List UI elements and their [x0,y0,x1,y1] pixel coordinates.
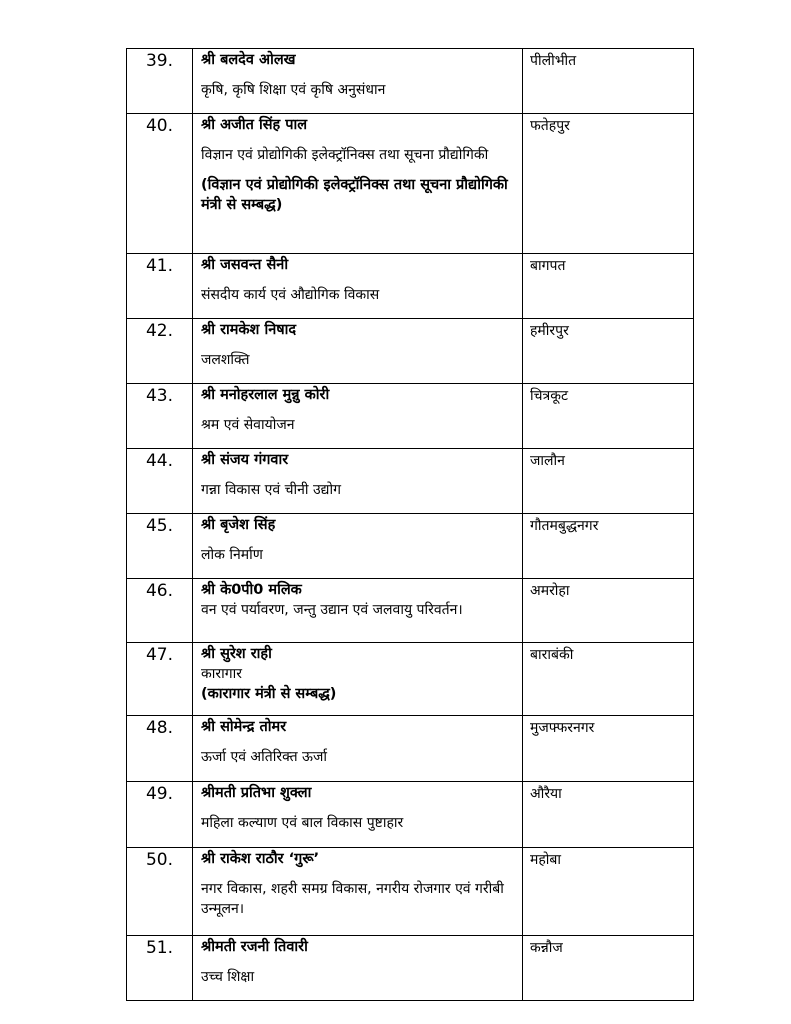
table-row [127,319,694,384]
minister-cell [193,449,523,514]
table-row [127,643,694,716]
department: कृषि, कृषि शिक्षा एवं कृषि अनुसंधान [201,82,386,98]
table-row [127,114,694,254]
minister-name: श्रीमती रजनी तिवारी [201,939,308,955]
minister-name: श्री जसवन्त सैनी [201,257,289,273]
minister-name: श्री बृजेश सिंह [201,517,276,533]
ministers-table [126,48,694,1001]
minister-cell [193,643,523,716]
minister-cell [193,936,523,1001]
department: जलशक्ति [201,352,250,368]
serial-number: 41. [127,254,193,319]
serial-number: 50. [127,848,193,936]
department: महिला कल्याण एवं बाल विकास पुष्टाहार [201,815,404,831]
serial-number: 40. [127,114,193,254]
district: औरैया [523,782,694,848]
district: फतेहपुर [523,114,694,254]
serial-number: 46. [127,579,193,643]
table-row [127,384,694,449]
serial-number: 43. [127,384,193,449]
minister-cell [193,49,523,114]
table-row [127,716,694,782]
table-row [127,49,694,114]
table-row [127,449,694,514]
serial-number: 44. [127,449,193,514]
minister-cell [193,114,523,254]
serial-number: 39. [127,49,193,114]
minister-cell [193,384,523,449]
serial-number: 42. [127,319,193,384]
district: हमीरपुर [523,319,694,384]
district: गौतमबुद्धनगर [523,514,694,579]
minister-cell [193,782,523,848]
table-row [127,514,694,579]
serial-number: 49. [127,782,193,848]
minister-name: श्री बलदेव ओलख [201,52,296,68]
district: पीलीभीत [523,49,694,114]
minister-cell [193,254,523,319]
district: कन्नौज [523,936,694,1001]
district: अमरोहा [523,579,694,643]
department: नगर विकास, शहरी समग्र विकास, नगरीय रोजगार एवं गरीबी उन्मूलन। [201,881,504,917]
table-row [127,254,694,319]
department: श्रम एवं सेवायोजन [201,417,295,433]
serial-number: 51. [127,936,193,1001]
district: जालौन [523,449,694,514]
table-row [127,579,694,643]
minister-cell [193,716,523,782]
department: गन्ना विकास एवं चीनी उद्योग [201,482,341,498]
minister-name: श्री राकेश राठौर ‘गुरू’ [201,851,320,867]
minister-name: श्री मनोहरलाल मुन्नु कोरी [201,387,330,403]
minister-name: श्री संजय गंगवार [201,452,289,468]
department: लोक निर्माण [201,547,263,563]
minister-cell [193,514,523,579]
district: मुजफ्फरनगर [523,716,694,782]
district: बागपत [523,254,694,319]
district: चित्रकूट [523,384,694,449]
serial-number: 47. [127,643,193,716]
department: संसदीय कार्य एवं औद्योगिक विकास [201,287,380,303]
district: बाराबंकी [523,643,694,716]
minister-name: श्री अजीत सिंह पाल [201,117,308,133]
attachment-note: (विज्ञान एवं प्रोद्योगिकी इलेक्ट्रॉनिक्स तथा सूचना प्रौद्योगिकी मंत्री से सम्बद्ध) [201,177,508,213]
minister-cell [193,579,523,643]
table-row [127,782,694,848]
minister-cell [193,848,523,936]
department: ऊर्जा एवं अतिरिक्त ऊर्जा [201,749,328,765]
attachment-note: (कारागार मंत्री से सम्बद्ध) [201,686,337,702]
minister-cell [193,319,523,384]
department: वन एवं पर्यावरण, जन्तु उद्यान एवं जलवायु परिवर्तन। [201,602,463,618]
minister-name: श्री रामकेश निषाद [201,322,297,338]
serial-number: 45. [127,514,193,579]
minister-name: श्री सुरेश राही [201,646,272,662]
minister-name: श्रीमती प्रतिभा शुक्ला [201,785,312,801]
table-row [127,936,694,1001]
district: महोबा [523,848,694,936]
serial-number: 48. [127,716,193,782]
table-row [127,848,694,936]
department: कारागार [201,666,242,682]
department: विज्ञान एवं प्रोद्योगिकी इलेक्ट्रॉनिक्स तथा सूचना प्रौद्योगिकी [201,147,489,163]
department: उच्च शिक्षा [201,969,255,985]
minister-name: श्री सोमेन्द्र तोमर [201,719,287,735]
minister-name: श्री के0पी0 मलिक [201,582,302,598]
